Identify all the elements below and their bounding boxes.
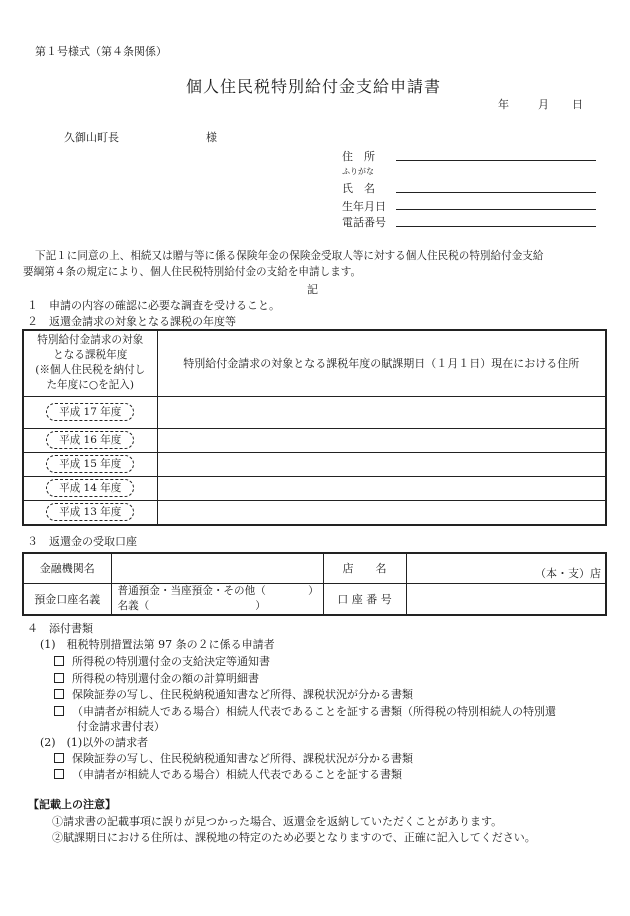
bank-account-table [22, 552, 607, 616]
branch-field[interactable] [406, 553, 606, 583]
attach-item-cont: 付金請求書付表） [77, 720, 165, 733]
checkbox[interactable] [54, 753, 64, 763]
attach-item: （申請者が相続人である場合）相続人代表であることを証する書類 [54, 766, 402, 782]
account-no-field[interactable] [406, 583, 606, 615]
item-1: １ 申請の内容の確認に必要な調査を受けること。 [27, 299, 280, 312]
note-2: ②賦課期日における住所は、課税地の特定のため必要となりますので、正確に記入してください。 [52, 831, 536, 844]
address-field[interactable] [396, 160, 596, 161]
attach-sub-1: (1) 租税特別措置法第 97 条の２に係る申請者 [40, 638, 275, 651]
header-left-cell [23, 330, 157, 396]
year-option-h15[interactable]: 平成 15 年度 [46, 455, 134, 473]
phone-field[interactable] [396, 226, 596, 227]
branch-label: 店 名 [323, 553, 406, 583]
attach-item: 保険証券の写し、住民税納税通知書など所得、課税状況が分かる書類 [54, 686, 413, 702]
header-left-line-2: となる課税年度 [53, 349, 128, 362]
checkbox[interactable] [54, 769, 64, 779]
item-4: ４ 添付書類 [27, 622, 93, 635]
item-2: ２ 返還金請求の対象となる課税の年度等 [27, 315, 236, 328]
address-cell[interactable] [157, 428, 606, 452]
account-holder: 名義（ ） [117, 599, 266, 612]
account-type-cell[interactable] [111, 583, 323, 615]
address-cell[interactable] [157, 476, 606, 500]
checkbox[interactable] [54, 656, 64, 666]
bank-name-field[interactable] [111, 553, 323, 583]
form-id: 第１号様式（第４条関係） [35, 45, 167, 58]
table-row [23, 452, 606, 476]
address-cell[interactable] [157, 452, 606, 476]
table-row [23, 476, 606, 500]
address-label: 住 所 [342, 150, 375, 163]
name-field[interactable] [396, 192, 596, 193]
name-label: 氏 名 [342, 182, 375, 195]
furigana-label: ふりがな [342, 167, 374, 176]
year-option-h14[interactable]: 平成 14 年度 [46, 479, 134, 497]
attach-item: （申請者が相続人である場合）相続人代表であることを証する書類（所得税の特別相続人の特別還 [54, 703, 556, 719]
birth-field[interactable] [396, 209, 596, 210]
item-3: ３ 返還金の受取口座 [27, 535, 137, 548]
branch-suffix: （本・支）店 [535, 566, 601, 580]
account-name-label: 預金口座名義 [23, 583, 111, 615]
date-day: 日 [572, 98, 583, 111]
year-option-h13[interactable]: 平成 13 年度 [46, 503, 134, 521]
birth-label: 生年月日 [342, 200, 386, 213]
checkbox[interactable] [54, 706, 64, 716]
intro-line-2: 要綱第４条の規定により、個人住民税特別給付金の支給を申請します。 [23, 266, 362, 278]
bank-row [23, 553, 606, 583]
addressee-honorific: 様 [206, 131, 217, 144]
date-year: 年 [498, 98, 509, 111]
page-title: 個人住民税特別給付金支給申請書 [186, 77, 442, 96]
checkbox[interactable] [54, 689, 64, 699]
header-left-line-1: 特別給付金請求の対象 [37, 334, 144, 347]
table-header-row [23, 330, 606, 396]
date-month: 月 [538, 98, 549, 111]
address-cell[interactable] [157, 500, 606, 525]
table-row [23, 428, 606, 452]
note-1: ①請求書の記載事項に誤りが見つかった場合、返還金を返納していただくことがあります。 [52, 815, 503, 828]
attach-item: 所得税の特別還付金の支給決定等通知書 [54, 653, 270, 669]
account-type: 普通預金・当座預金・その他（ ） [117, 584, 319, 597]
intro-line-1: 下記１に同意の上、相続又は贈与等に係る保険年金の保険金受取人等に対する個人住民税の特別給付金支給 [35, 250, 544, 262]
attach-sub-2: (2) (1)以外の請求者 [40, 736, 149, 749]
phone-label: 電話番号 [342, 216, 386, 229]
addressee-town: 久御山町長 [64, 131, 119, 144]
address-cell[interactable] [157, 396, 606, 428]
account-no-label: 口 座 番 号 [323, 583, 406, 615]
table-row [23, 500, 606, 525]
table-row [23, 396, 606, 428]
ki-heading: 記 [307, 283, 318, 296]
year-option-h16[interactable]: 平成 16 年度 [46, 431, 134, 449]
account-row [23, 583, 606, 615]
attach-item: 保険証券の写し、住民税納税通知書など所得、課税状況が分かる書類 [54, 750, 413, 766]
header-left-line-4: た年度に○を記入) [46, 379, 135, 392]
header-left-line-3: (※個人住民税を納付し [35, 364, 146, 377]
notes-heading: 【記載上の注意】 [28, 798, 116, 811]
year-option-h17[interactable]: 平成 17 年度 [46, 403, 134, 421]
attach-item: 所得税の特別還付金の額の計算明細書 [54, 670, 259, 686]
tax-year-table [22, 329, 607, 526]
checkbox[interactable] [54, 673, 64, 683]
bank-label: 金融機関名 [23, 553, 111, 583]
header-right-cell: 特別給付金請求の対象となる課税年度の賦課期日（１月１日）現在における住所 [157, 330, 606, 396]
